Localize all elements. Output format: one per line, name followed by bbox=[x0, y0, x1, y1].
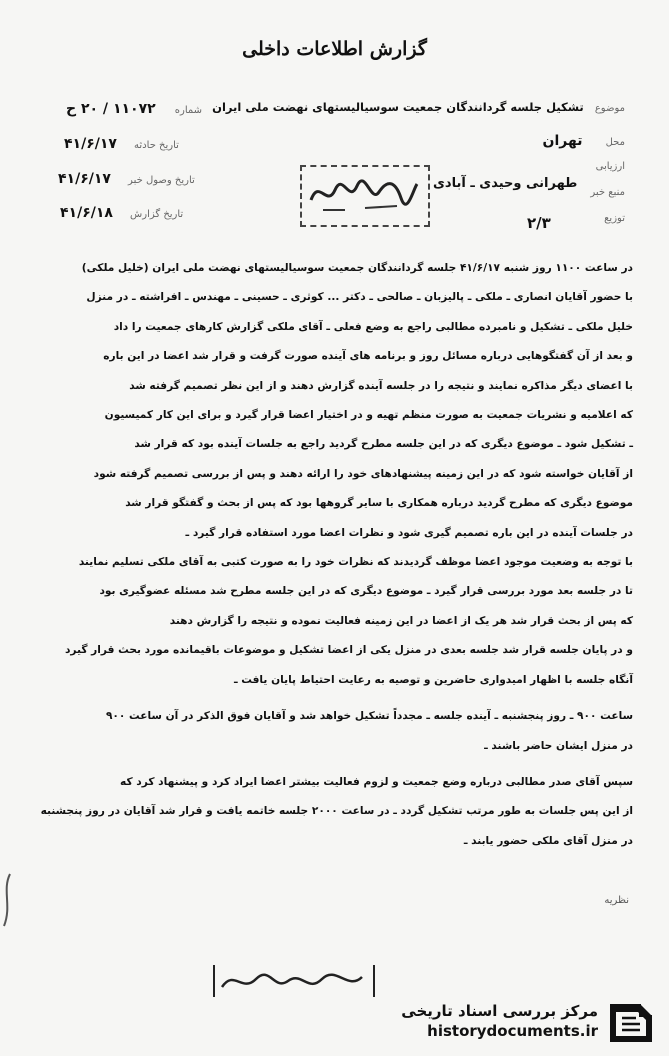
source-stamp-text: طهرانی وحیدی ـ آبادی bbox=[433, 176, 578, 191]
watermark-url: historydocuments.ir bbox=[427, 1022, 598, 1040]
body-line: با اعضای دیگر مذاکره نمایند و نتیجه را در جلسه آینده گزارش دهند و از این نظر تصمیم گرفته شد bbox=[129, 379, 633, 392]
source-row bbox=[590, 180, 625, 199]
evaluation-row bbox=[596, 154, 625, 173]
body-line: با توجه به وضعیت موجود اعضا موظف گردیدند که نظرات خود را به صورت کتبی به آقای ملکی تسلیم نمایند bbox=[78, 556, 633, 569]
recipient-label: توزیع bbox=[604, 213, 625, 224]
body-line: در منزل آقای ملکی حضور یابند ـ bbox=[463, 834, 633, 847]
number-label: شماره bbox=[174, 105, 203, 116]
body-line: که پس از بحث قرار شد هر یک از اعضا در این زمینه فعالیت نموده و نتیجه را گزارش دهند bbox=[169, 614, 633, 627]
body-line: از آقایان خواسته شود که در این زمینه پیشنهادهای خود را ارائه دهند و پس از بررسی تصمیم گرفته شود bbox=[93, 467, 633, 480]
receipt-date-label: تاریخ وصول خبر bbox=[128, 175, 195, 186]
evaluation-label: ارزیابی bbox=[595, 161, 625, 172]
place-row bbox=[543, 130, 625, 149]
watermark-text bbox=[383, 1000, 598, 1050]
place-label: محل bbox=[605, 137, 625, 148]
body-line: که اعلامیه و نشریات جمعیت به صورت منظم تهیه و در اختیار اعضا قرار گیرد و برای این کار کمیسیون bbox=[104, 409, 633, 422]
number-value: ۱۱۰۷۲ / ۲۰ ح bbox=[66, 101, 156, 117]
report-date-label: تاریخ گزارش bbox=[130, 209, 184, 220]
body-line: ـ تشکیل شود ـ موضوع دیگری که در این جلسه مطرح گردید راجع به جلسات آینده بود که قرار شد bbox=[134, 438, 633, 451]
subject-label: موضوع bbox=[594, 103, 625, 114]
body-line: و در پایان جلسه قرار شد جلسه بعدی در منزل یکی از اعضا تشکیل و موضوعات باقیمانده مورد بحث قرار گیرد bbox=[64, 644, 633, 657]
body-line: با حضور آقایان انصاری ـ ملکی ـ پالیزبان ـ صالحی ـ دکتر ... کوثری ـ حسینی ـ مهندس ـ افراشته ـ در منزل bbox=[86, 291, 633, 304]
body-line: سپس آقای صدر مطالبی درباره وضع جمعیت و لزوم فعالیت بیشتر اعضا ایراد کرد و پیشنهاد کرد که bbox=[120, 775, 633, 788]
body-line: خلیل ملکی ـ تشکیل و نامبرده مطالبی راجع به وضع فعلی ـ آقای ملکی گزارش کارهای جمعیت را داد bbox=[113, 320, 633, 333]
report-date-row bbox=[60, 202, 183, 221]
body-line: و بعد از آن گفتگوهایی درباره مسائل روز و برنامه های آینده صورت گرفت و قرار شد اعضا در این باره bbox=[103, 350, 633, 363]
report-date-value: ۴۱/۶/۱۸ bbox=[60, 205, 113, 221]
report-body bbox=[28, 254, 633, 856]
bottom-signature-stamp bbox=[212, 963, 376, 999]
body-line: در منزل ایشان حاضر باشند ـ bbox=[484, 739, 633, 752]
subject-row bbox=[212, 96, 625, 115]
note-label: نظریه bbox=[604, 895, 629, 906]
body-line: از این پس جلسات به طور مرتب تشکیل گردد ـ در ساعت ۲۰۰۰ جلسه خاتمه یافت و قرار شد آقایان در روز پنجشنبه bbox=[40, 805, 633, 818]
incident-date-label: تاریخ حادثه bbox=[134, 140, 179, 151]
place-value: تهران bbox=[542, 133, 583, 149]
incident-date-value: ۴۱/۶/۱۷ bbox=[64, 136, 117, 152]
subject-value: تشکیل جلسه گردانندگان جمعیت سوسیالیستهای نهضت ملی ایران bbox=[212, 100, 584, 114]
watermark-persian: مرکز بررسی اسناد تاریخی bbox=[401, 1002, 598, 1020]
distribution-fraction: ۲/۳ bbox=[527, 214, 551, 232]
body-line: در جلسات آینده در این باره تصمیم گیری شود و نظرات اعضا مورد استفاده قرار گیرد ـ bbox=[185, 526, 633, 539]
document-folder-logo-icon bbox=[602, 996, 660, 1050]
body-line: ساعت ۹۰۰ ـ روز پنجشنبه ـ آینده جلسه ـ مجدداً تشکیل خواهد شد و آقایان فوق الذکر در آن ساعت ۹۰۰ bbox=[105, 710, 633, 723]
source-stamp-signature bbox=[305, 170, 421, 216]
body-line: آنگاه جلسه با اظهار امیدواری حاضرین و توصیه به رعایت احتیاط پایان یافت ـ bbox=[233, 673, 633, 686]
body-line: موضوع دیگری که مطرح گردید درباره همکاری با سایر گروهها بود که پس از بحث و گفتگو قرار شد bbox=[125, 497, 633, 510]
recipient-row bbox=[604, 206, 625, 225]
incident-date-row bbox=[64, 133, 179, 152]
receipt-date-row bbox=[58, 168, 195, 187]
body-line: در ساعت ۱۱۰۰ روز شنبه ۴۱/۶/۱۷ جلسه گردانندگان جمعیت سوسیالیستهای نهضت ملی ایران (خلیل ملکی) bbox=[81, 262, 633, 274]
document-title: گزارش اطلاعات داخلی bbox=[242, 38, 427, 60]
body-line: تا در جلسه بعد مورد بررسی قرار گیرد ـ موضوع دیگری که در این جلسه مطرح شد مسئله عضوگیری بود bbox=[99, 585, 633, 598]
scan-edge-mark bbox=[0, 870, 14, 930]
source-label: منبع خبر bbox=[590, 187, 625, 198]
number-row bbox=[66, 98, 202, 117]
receipt-date-value: ۴۱/۶/۱۷ bbox=[58, 171, 111, 187]
